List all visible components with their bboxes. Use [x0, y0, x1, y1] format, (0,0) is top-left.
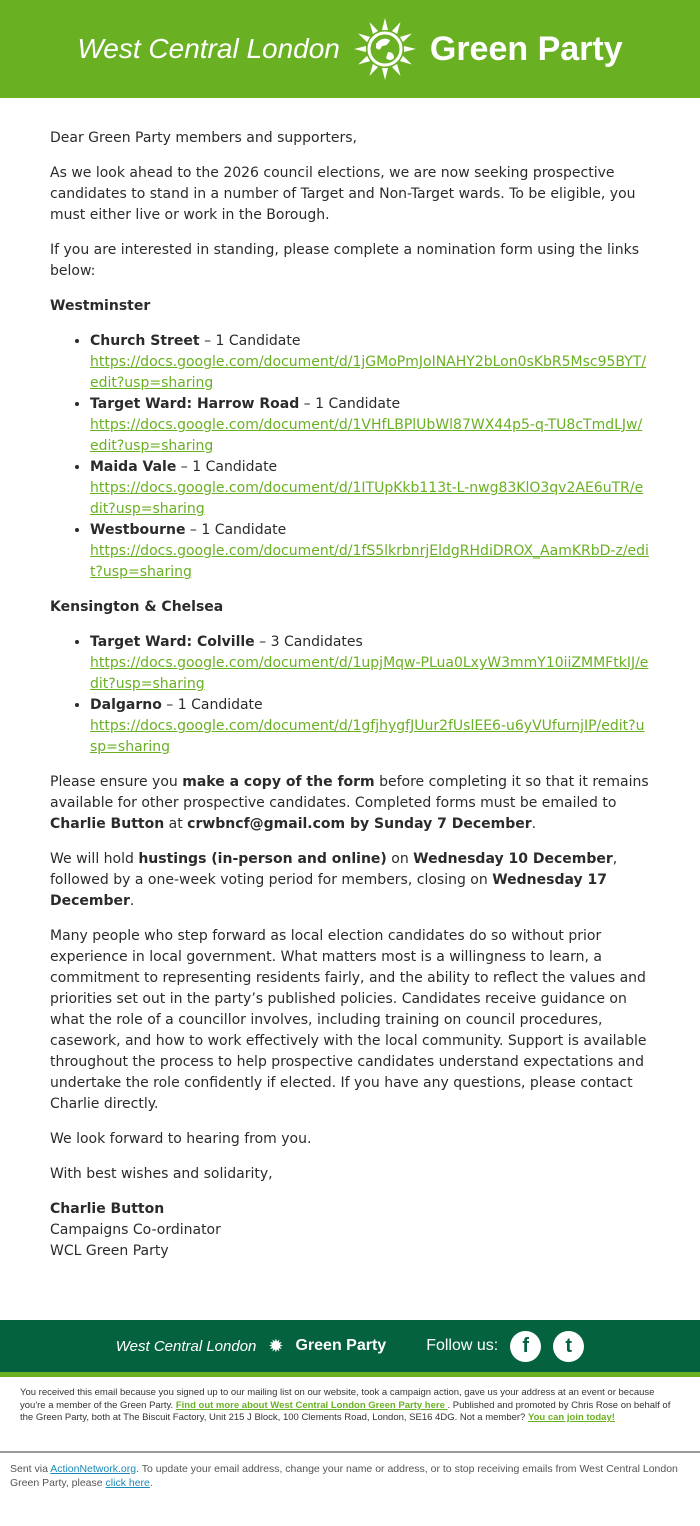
ward-name: Church Street — [90, 333, 200, 349]
footer-banner — [0, 1320, 700, 1372]
footer-logo-left: West Central London — [115, 1337, 257, 1355]
signature-name: Charlie Button — [50, 1201, 165, 1217]
nomination-form-link[interactable]: https://docs.google.com/document/d/1ITUpKkb113t-L-nwg83KlO3qv2AE6uTR/edit?usp=sharing — [90, 480, 644, 517]
green-party-logo-icon — [350, 14, 420, 84]
copy-form-paragraph: Please ensure you make a copy of the form before completing it so that it remains available for other prospective candidates. Completed forms must be emailed to Charlie Button at crwbncf@gmail.com by Sunday 7 December. — [50, 774, 649, 832]
candidate-count: – 1 Candidate — [199, 333, 301, 349]
list-item — [90, 394, 650, 457]
ward-name: Maida Vale — [90, 459, 177, 475]
ward-name: Westbourne — [90, 522, 186, 538]
ward-list — [50, 331, 650, 583]
nomination-form-link[interactable]: https://docs.google.com/document/d/1VHfLBPlUbWl87WX44p5-q-TU8cTmdLJw/edit?usp=sharing — [90, 417, 643, 454]
nomination-form-link[interactable]: https://docs.google.com/document/d/1fS5lkrbnrjEldgRHdiDROX_AamKRbD-z/edit?usp=sharing — [90, 543, 649, 580]
ward-name: Dalgarno — [90, 697, 162, 713]
twitter-icon[interactable]: t — [553, 1331, 584, 1362]
section-title: Kensington & Chelsea — [50, 599, 224, 615]
follow-us-label: Follow us: — [426, 1337, 499, 1354]
email-body — [0, 98, 700, 1302]
candidate-count: – 1 Candidate — [161, 697, 263, 713]
header-title-right: Green Party — [429, 29, 623, 68]
candidate-count: – 1 Candidate — [185, 522, 287, 538]
footer-logo-right: Green Party — [295, 1337, 387, 1354]
sent-via-notice: Sent via ActionNetwork.org. To update your email address, change your name or address, or to stop receiving emails from West Central London Green Party, please click here. — [10, 1462, 678, 1489]
list-item — [90, 520, 650, 583]
footer-logo-icon: ✹ — [268, 1335, 284, 1356]
signature-org: WCL Green Party — [50, 1243, 169, 1259]
signature-role: Campaigns Co-ordinator — [50, 1222, 221, 1238]
sign-off: With best wishes and solidarity, — [50, 1166, 273, 1182]
nomination-form-link[interactable]: https://docs.google.com/document/d/1jGMoPmJoINAHY2bLon0sKbR5Msc95BYT/edit?usp=sharing — [90, 354, 647, 391]
find-out-more-link[interactable]: Find out more about West Central London Green Party here — [175, 1399, 448, 1411]
closing-paragraph: We look forward to hearing from you. — [50, 1131, 312, 1147]
greeting: Dear Green Party members and supporters, — [50, 130, 357, 146]
candidate-count: – 3 Candidates — [254, 634, 363, 650]
info-paragraph: Many people who step forward as local election candidates do so without prior experience in local government. What matters most is a willingness to learn, a commitment to representing residents fairly, and the ability to reflect the values and priorities set out in the party’s published policies. Candidates receive guidance on what the role of a councillor involves, including training on council procedures, casework, and how to work effectively with the local community. Support is available throughout the process to help prospective candidates understand expectations and undertake the role confidently if elected. If you have any questions, please contact Charlie directly. — [50, 928, 647, 1112]
candidate-count: – 1 Candidate — [176, 459, 278, 475]
hustings-paragraph: We will hold hustings (in-person and online) on Wednesday 10 December, followed by a one-week voting period for members, closing on Wednesday 17 December. — [50, 851, 618, 909]
ward-name: Target Ward: Colville — [90, 634, 255, 650]
instructions-paragraph: If you are interested in standing, please complete a nomination form using the links below: — [50, 242, 640, 279]
list-item — [90, 457, 650, 520]
legal-notice: You received this email because you signed up to our mailing list on our website, took a campaign action, gave us your address at an event or because you're a member of the Green Party. Find out more about West Central London Green Party here . Published and promoted by Chris Rose on behalf of the Green Party, both at The Biscuit Factory, Unit 215 J Block, 100 Clements Road, London, SE16 4DG. Not a member? You can join today! — [20, 1387, 671, 1423]
header-banner — [0, 0, 700, 98]
header-title-left: West Central London — [77, 33, 340, 64]
section-title: Westminster — [50, 298, 151, 314]
signature — [50, 1199, 650, 1262]
list-item — [90, 695, 650, 758]
action-network-link[interactable]: ActionNetwork.org — [50, 1462, 137, 1475]
candidate-count: – 1 Candidate — [299, 396, 401, 412]
facebook-icon[interactable]: f — [510, 1331, 541, 1362]
nomination-form-link[interactable]: https://docs.google.com/document/d/1upjMqw-PLua0LxyW3mmY10iiZMMFtkIJ/edit?usp=sharing — [90, 655, 649, 692]
ward-list — [50, 632, 650, 758]
unsubscribe-link[interactable]: click here — [105, 1476, 150, 1489]
intro-paragraph: As we look ahead to the 2026 council elections, we are now seeking prospective candidates to stand in a number of Target and Non-Target wards. To be eligible, you must either live or work in the Borough. — [50, 165, 636, 223]
list-item — [90, 632, 650, 695]
nomination-form-link[interactable]: https://docs.google.com/document/d/1gfjhygfJUur2fUslEE6-u6yVUfurnjIP/edit?usp=sharing — [90, 718, 645, 755]
list-item — [90, 331, 650, 394]
ward-name: Target Ward: Harrow Road — [90, 396, 300, 412]
join-link[interactable]: You can join today! — [527, 1412, 615, 1423]
